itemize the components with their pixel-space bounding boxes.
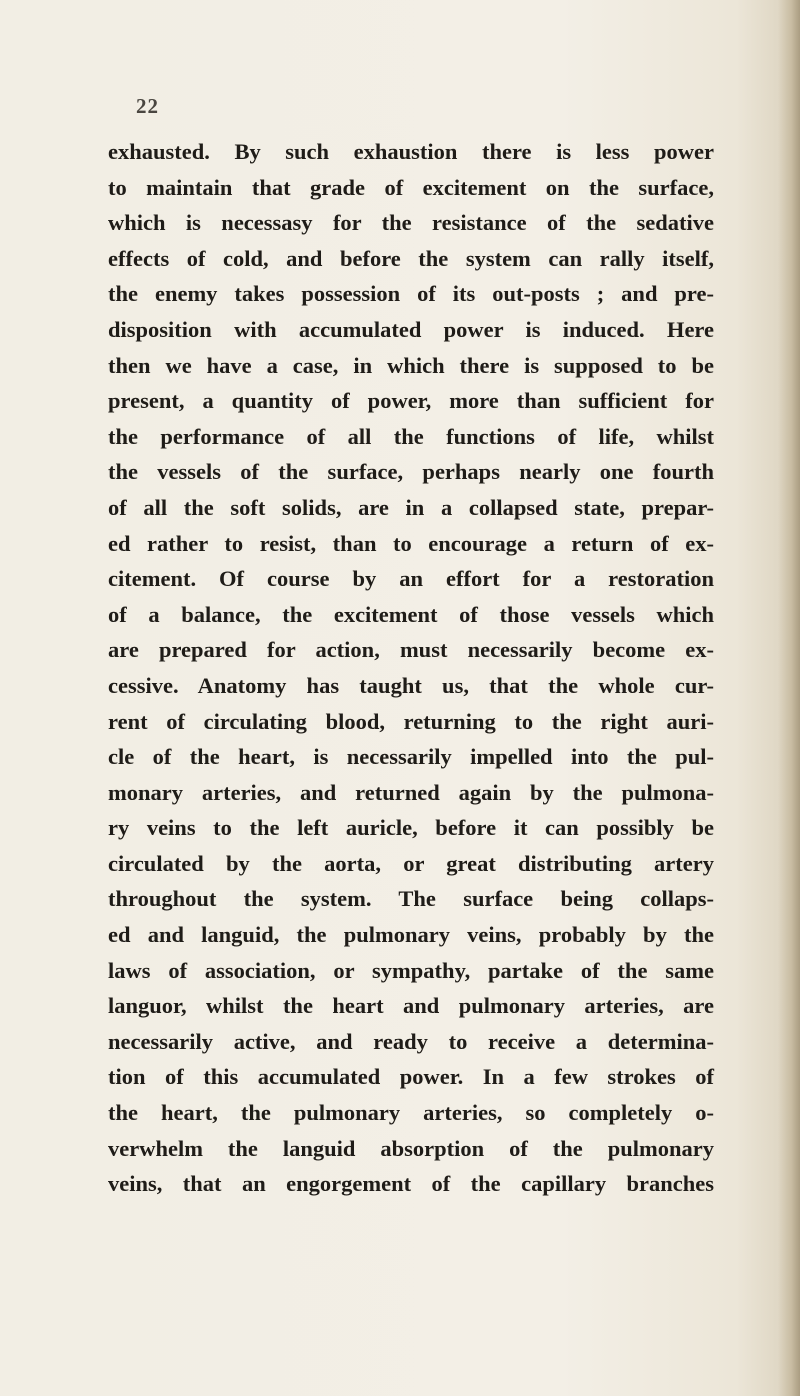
text-line: the enemy takes possession of its out-posts ; and pre- (108, 281, 714, 307)
text-line: are prepared for action, must necessarily become ex- (108, 637, 714, 663)
text-line: ry veins to the left auricle, before it can possibly be (108, 815, 714, 841)
text-line: throughout the system. The surface being collaps- (108, 886, 714, 912)
text-line: monary arteries, and returned again by the pulmona- (108, 779, 714, 805)
text-line: present, a quantity of power, more than sufficient for (108, 388, 714, 414)
text-line: laws of association, or sympathy, partake of the same (108, 957, 714, 983)
text-line: ed rather to resist, than to encourage a return of ex- (108, 530, 714, 556)
text-line: cessive. Anatomy has taught us, that the whole cur- (108, 672, 714, 698)
page-number: 22 (136, 94, 159, 118)
text-line: effects of cold, and before the system can rally itself, (108, 245, 714, 271)
page-edge-shadow (778, 0, 800, 1396)
text-line: citement. Of course by an effort for a restoration (108, 566, 714, 592)
text-line: disposition with accumulated power is induced. Here (108, 316, 714, 342)
text-line: exhausted. By such exhaustion there is less power (108, 139, 714, 164)
text-line: necessarily active, and ready to receive a determina- (108, 1028, 714, 1054)
text-line: ed and languid, the pulmonary veins, probably by the (108, 922, 714, 948)
text-line: cle of the heart, is necessarily impelled into the pul- (108, 744, 714, 770)
text-line: languor, whilst the heart and pulmonary arteries, are (108, 993, 714, 1019)
text-line: of a balance, the excitement of those vessels which (108, 601, 714, 627)
text-line: rent of circulating blood, returning to the right auri- (108, 708, 714, 734)
body-text (108, 134, 714, 1202)
text-line: which is necessasy for the resistance of the sedative (108, 210, 714, 236)
text-line: the performance of all the functions of life, whilst (108, 423, 714, 449)
text-line: the vessels of the surface, perhaps nearly one fourth (108, 459, 714, 485)
text-line: of all the soft solids, are in a collapsed state, prepar- (108, 494, 714, 520)
text-line: then we have a case, in which there is supposed to be (108, 352, 714, 378)
text-line: verwhelm the languid absorption of the pulmonary (108, 1135, 714, 1161)
text-line: veins, that an engorgement of the capillary branches (108, 1171, 714, 1197)
text-line: to maintain that grade of excitement on the surface, (108, 174, 714, 200)
text-line: the heart, the pulmonary arteries, so completely o- (108, 1100, 714, 1126)
text-line: circulated by the aorta, or great distributing artery (108, 850, 714, 876)
text-line: tion of this accumulated power. In a few strokes of (108, 1064, 714, 1090)
